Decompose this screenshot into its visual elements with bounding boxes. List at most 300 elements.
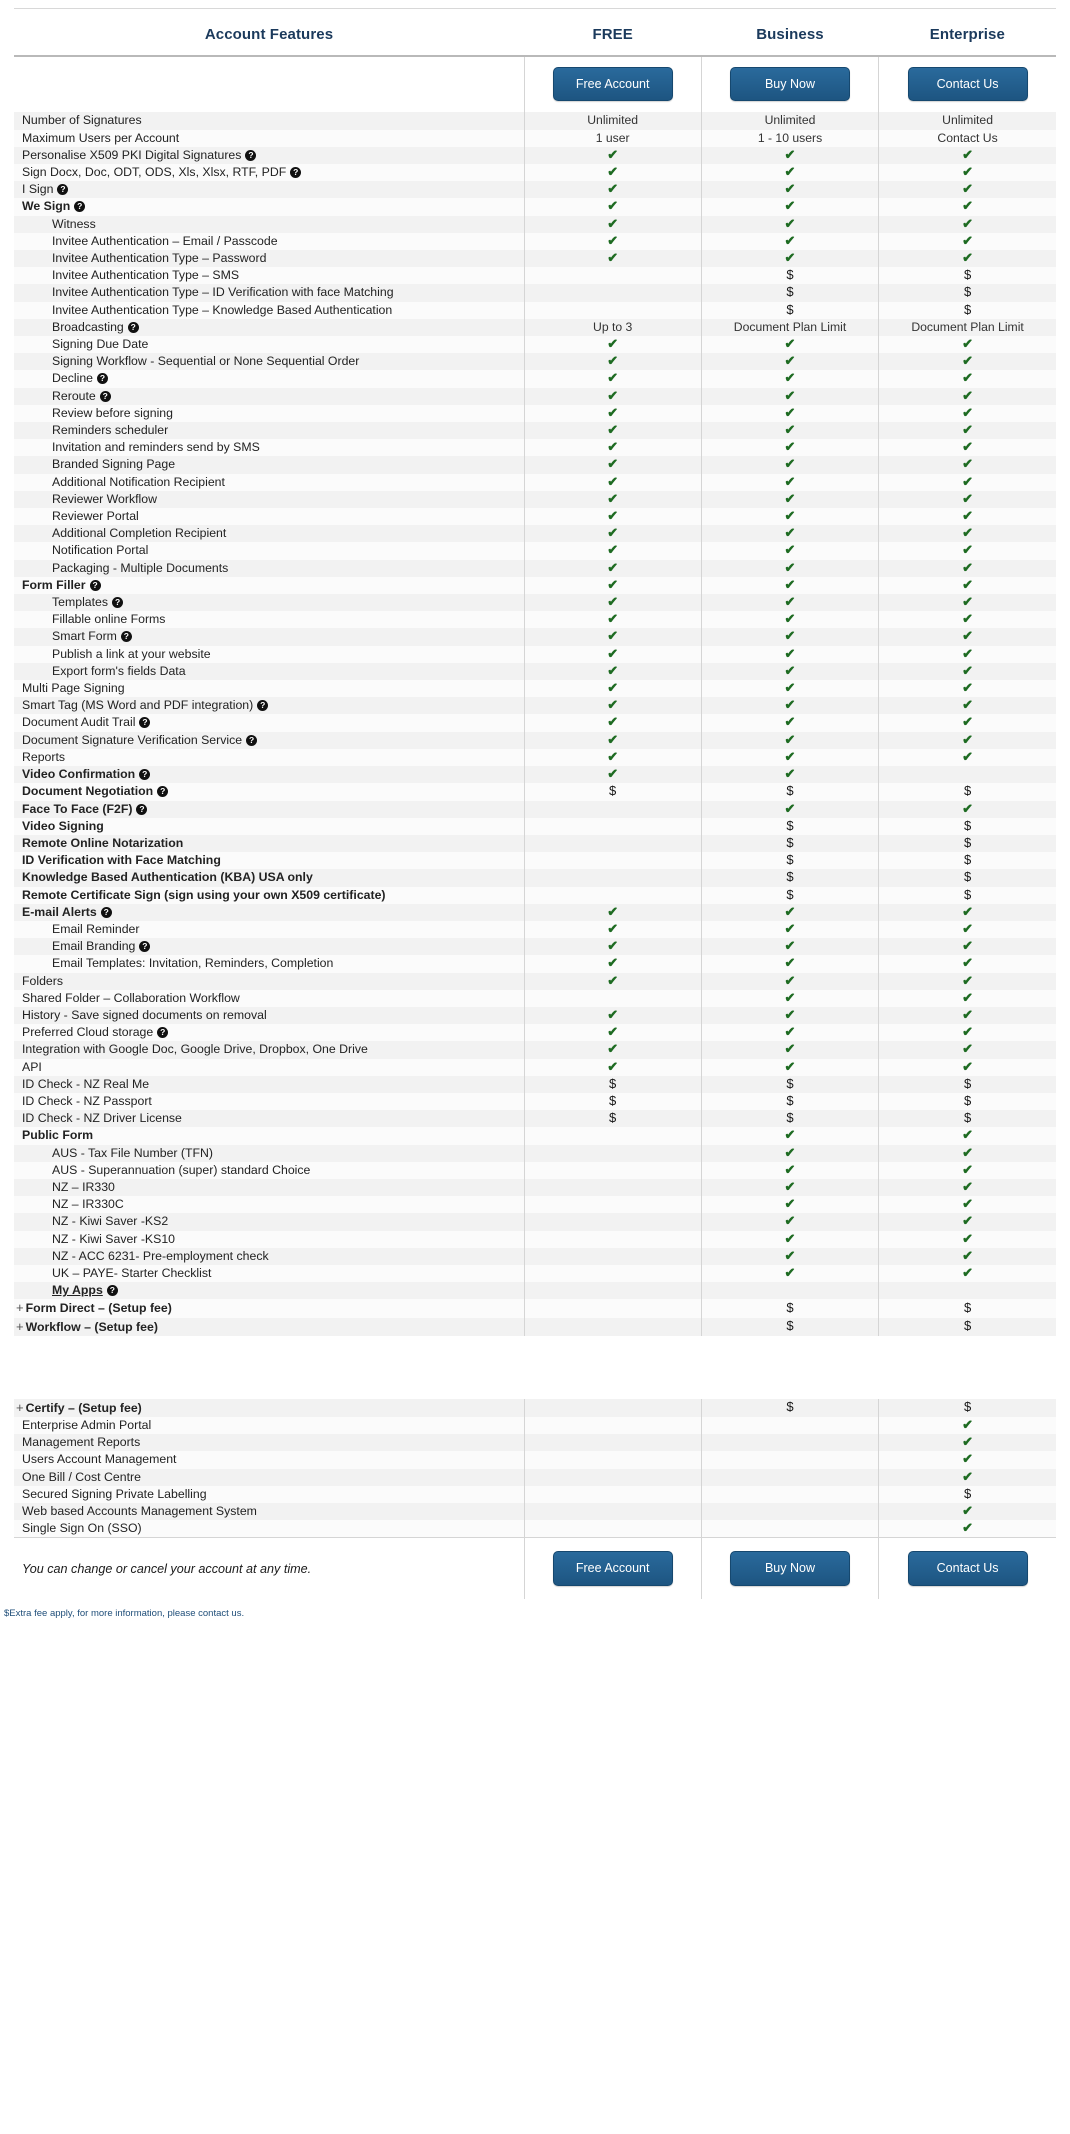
extra-fee-cell-enterprise <box>879 869 1056 886</box>
feature-label-cell <box>14 749 524 766</box>
check-icon: ✔ <box>607 611 619 627</box>
feature-label: Broadcasting <box>52 319 124 334</box>
check-icon-cell-enterprise <box>879 233 1056 250</box>
table-row <box>14 1213 1056 1230</box>
check-icon: ✔ <box>962 628 974 644</box>
feature-label-cell <box>14 353 524 370</box>
check-icon: ✔ <box>962 1417 974 1432</box>
dollar-icon: $ <box>786 834 794 850</box>
feature-label-cell <box>14 388 524 405</box>
feature-label: Smart Form <box>52 629 117 644</box>
column-header-enterprise: Enterprise <box>929 26 1005 43</box>
table-row <box>14 319 1056 336</box>
dollar-icon: $ <box>609 1092 617 1108</box>
empty-cell-free <box>524 284 701 301</box>
empty-cell-business <box>701 1486 878 1503</box>
check-icon-cell-business <box>701 714 878 731</box>
table-row <box>14 1196 1056 1213</box>
free-account-button[interactable]: Free Account <box>553 67 673 101</box>
help-icon[interactable]: ? <box>74 201 85 212</box>
feature-label: Users Account Management <box>22 1452 177 1467</box>
cta-cell-business <box>701 56 878 112</box>
check-icon: ✔ <box>784 1161 796 1177</box>
dollar-icon: $ <box>786 1110 794 1126</box>
check-icon-cell-enterprise <box>879 405 1056 422</box>
help-icon[interactable]: ? <box>107 1285 118 1296</box>
check-icon-cell-business <box>701 749 878 766</box>
feature-label-cell <box>14 1318 524 1336</box>
check-icon: ✔ <box>607 215 619 231</box>
check-icon-cell-business <box>701 233 878 250</box>
check-icon: ✔ <box>607 490 619 506</box>
feature-label-cell <box>14 852 524 869</box>
table-row <box>14 852 1056 869</box>
value-cell-free <box>524 319 701 336</box>
check-icon-cell-free <box>524 628 701 645</box>
feature-label-cell <box>14 955 524 972</box>
feature-label: NZ - Kiwi Saver -KS2 <box>52 1214 169 1229</box>
value-text: Contact Us <box>937 130 998 145</box>
buy-now-button[interactable]: Buy Now <box>730 67 850 101</box>
check-icon-cell-free <box>524 147 701 164</box>
extra-fee-cell-business <box>701 1318 878 1336</box>
help-icon[interactable]: ? <box>101 907 112 918</box>
feature-label-cell <box>14 680 524 697</box>
check-icon-cell-free <box>524 405 701 422</box>
dollar-icon: $ <box>963 1110 972 1126</box>
check-icon: ✔ <box>784 1041 796 1057</box>
table-row <box>14 594 1056 611</box>
check-icon: ✔ <box>962 955 974 971</box>
feature-label: AUS - Tax File Number (TFN) <box>52 1145 214 1160</box>
feature-label-cell <box>14 835 524 852</box>
check-icon-cell-enterprise <box>879 560 1056 577</box>
help-icon[interactable]: ? <box>97 373 108 384</box>
extra-fee-cell-enterprise <box>879 852 1056 869</box>
feature-label-cell <box>14 646 524 663</box>
table-row <box>14 1059 1056 1076</box>
help-icon[interactable]: ? <box>139 717 150 728</box>
check-icon-cell-enterprise <box>879 1503 1056 1520</box>
check-icon-cell-business <box>701 732 878 749</box>
check-icon-cell-enterprise <box>879 388 1056 405</box>
help-icon[interactable]: ? <box>257 700 268 711</box>
empty-cell-business <box>701 1417 878 1434</box>
help-icon[interactable]: ? <box>136 804 147 815</box>
check-icon-cell-free <box>524 646 701 663</box>
check-icon-cell-enterprise <box>879 1520 1056 1538</box>
feature-label-cell <box>14 697 524 714</box>
check-icon: ✔ <box>607 645 619 661</box>
table-row <box>14 697 1056 714</box>
check-icon-cell-free <box>524 904 701 921</box>
header-row <box>14 9 1056 55</box>
value-cell-business <box>701 112 878 129</box>
check-icon: ✔ <box>607 972 619 988</box>
help-icon[interactable]: ? <box>90 580 101 591</box>
feature-label-cell <box>14 1451 524 1468</box>
check-icon-cell-enterprise <box>879 1417 1056 1434</box>
check-icon: ✔ <box>962 250 974 265</box>
check-icon: ✔ <box>784 146 796 162</box>
empty-cell-free <box>524 1417 701 1434</box>
empty-cell-free <box>524 1145 701 1162</box>
check-icon: ✔ <box>784 1024 796 1040</box>
contact-us-button[interactable]: Contact Us <box>908 67 1028 101</box>
empty-cell-business <box>701 1282 878 1299</box>
feature-label-cell <box>14 1007 524 1024</box>
feature-label: Witness <box>52 216 96 231</box>
check-icon-cell-business <box>701 680 878 697</box>
check-icon-cell-free <box>524 1007 701 1024</box>
check-icon: ✔ <box>607 903 619 919</box>
column-header-free: FREE <box>592 26 633 43</box>
feature-label-cell <box>14 611 524 628</box>
table-row <box>14 818 1056 835</box>
feature-label: Number of Signatures <box>22 113 142 128</box>
help-icon[interactable]: ? <box>128 322 139 333</box>
empty-cell-enterprise <box>879 1282 1056 1299</box>
extra-fee-cell-business <box>701 1093 878 1110</box>
check-icon: ✔ <box>784 766 796 782</box>
check-icon: ✔ <box>607 680 619 696</box>
feature-rows <box>14 112 1056 1335</box>
check-icon: ✔ <box>607 955 619 971</box>
feature-label: Email Reminder <box>52 921 140 936</box>
check-icon: ✔ <box>962 920 974 936</box>
check-icon-cell-free <box>524 577 701 594</box>
check-icon-cell-business <box>701 990 878 1007</box>
check-icon-cell-business <box>701 921 878 938</box>
empty-cell-free <box>524 818 701 835</box>
feature-label: Secured Signing Private Labelling <box>22 1486 207 1501</box>
table-row <box>14 1417 1056 1434</box>
table-row <box>14 216 1056 233</box>
check-icon-cell-free <box>524 250 701 267</box>
help-icon[interactable]: ? <box>157 786 168 797</box>
check-icon: ✔ <box>607 232 619 248</box>
check-icon: ✔ <box>784 163 796 179</box>
check-icon: ✔ <box>784 456 796 472</box>
check-icon-cell-enterprise <box>879 1127 1056 1144</box>
check-icon-cell-enterprise <box>879 921 1056 938</box>
check-icon-cell-business <box>701 1265 878 1282</box>
feature-label-cell <box>14 422 524 439</box>
check-icon: ✔ <box>784 938 796 954</box>
footer-buy-now-button[interactable]: Buy Now <box>730 1551 850 1585</box>
dollar-icon: $ <box>786 783 794 799</box>
help-icon[interactable]: ? <box>139 769 150 780</box>
check-icon-cell-enterprise <box>879 732 1056 749</box>
check-icon-cell-free <box>524 697 701 714</box>
check-icon-cell-business <box>701 181 878 198</box>
value-text: Document Plan Limit <box>911 319 1024 334</box>
check-icon-cell-free <box>524 732 701 749</box>
check-icon: ✔ <box>784 1264 796 1280</box>
check-icon: ✔ <box>784 903 796 919</box>
feature-label: Preferred Cloud storage <box>22 1025 154 1040</box>
check-icon: ✔ <box>962 439 974 455</box>
check-icon: ✔ <box>784 989 796 1005</box>
feature-label-cell <box>14 818 524 835</box>
feature-label-cell <box>14 1093 524 1110</box>
feature-label-cell <box>14 198 524 215</box>
check-icon: ✔ <box>784 181 796 197</box>
feature-label: Document Audit Trail <box>22 715 136 730</box>
feature-label: Reviewer Portal <box>52 509 139 524</box>
help-icon[interactable]: ? <box>139 941 150 952</box>
check-icon: ✔ <box>784 972 796 988</box>
check-icon-cell-business <box>701 474 878 491</box>
check-icon-cell-enterprise <box>879 1059 1056 1076</box>
footer-contact-us-button[interactable]: Contact Us <box>908 1551 1028 1585</box>
check-icon: ✔ <box>607 146 619 162</box>
check-icon-cell-enterprise <box>879 801 1056 818</box>
gap-section <box>14 1336 1056 1399</box>
feature-label: Shared Folder – Collaboration Workflow <box>22 990 240 1005</box>
check-icon: ✔ <box>784 215 796 231</box>
extra-fee-cell-enterprise <box>879 783 1056 800</box>
empty-cell-free <box>524 1127 701 1144</box>
footer-free-account-button[interactable]: Free Account <box>553 1551 673 1585</box>
empty-cell-free <box>524 267 701 284</box>
check-icon: ✔ <box>607 198 619 214</box>
extra-fee-cell-enterprise <box>879 284 1056 301</box>
check-icon: ✔ <box>784 542 796 558</box>
check-icon-cell-enterprise <box>879 1179 1056 1196</box>
feature-label: ID Check - NZ Driver License <box>22 1111 182 1126</box>
feature-label: Certify – (Setup fee) <box>25 1400 142 1415</box>
check-icon: ✔ <box>962 370 974 386</box>
table-row <box>14 164 1056 181</box>
table-row <box>14 1110 1056 1127</box>
empty-cell-free <box>524 835 701 852</box>
check-icon: ✔ <box>607 370 619 386</box>
table-row <box>14 1231 1056 1248</box>
help-icon[interactable]: ? <box>290 167 301 178</box>
help-icon[interactable]: ? <box>157 1027 168 1038</box>
check-icon-cell-enterprise <box>879 663 1056 680</box>
check-icon-cell-free <box>524 508 701 525</box>
check-icon: ✔ <box>784 645 796 661</box>
footer-cta-cell-free <box>524 1538 701 1599</box>
table-row <box>14 250 1056 267</box>
feature-label-cell <box>14 1486 524 1503</box>
table-row <box>14 801 1056 818</box>
table-row <box>14 955 1056 972</box>
empty-cell-free <box>524 1248 701 1265</box>
check-icon: ✔ <box>962 611 974 627</box>
check-icon-cell-free <box>524 594 701 611</box>
empty-cell-free <box>524 801 701 818</box>
empty-cell-free <box>524 852 701 869</box>
check-icon-cell-enterprise <box>879 1434 1056 1451</box>
check-icon-cell-enterprise <box>879 904 1056 921</box>
feature-label: Invitee Authentication Type – SMS <box>52 268 240 283</box>
extra-fee-cell-enterprise <box>879 835 1056 852</box>
check-icon: ✔ <box>607 662 619 678</box>
table-row <box>14 422 1056 439</box>
extra-fee-cell-free <box>524 783 701 800</box>
dollar-icon: $ <box>963 301 972 317</box>
check-icon-cell-business <box>701 164 878 181</box>
table-row <box>14 491 1056 508</box>
feature-label-cell <box>14 1417 524 1434</box>
check-icon: ✔ <box>784 714 796 730</box>
cta-cell-enterprise <box>879 56 1056 112</box>
check-icon-cell-enterprise <box>879 680 1056 697</box>
check-icon-cell-free <box>524 353 701 370</box>
table-row <box>14 1282 1056 1299</box>
check-icon-cell-free <box>524 336 701 353</box>
check-icon: ✔ <box>962 1230 974 1246</box>
table-row <box>14 302 1056 319</box>
feature-label-cell <box>14 370 524 387</box>
feature-label-cell <box>14 164 524 181</box>
extra-fee-cell-business <box>701 1076 878 1093</box>
help-icon[interactable]: ? <box>245 150 256 161</box>
feature-label: Additional Completion Recipient <box>52 526 227 541</box>
table-row <box>14 233 1056 250</box>
feature-label-cell <box>14 1145 524 1162</box>
help-icon[interactable]: ? <box>112 597 123 608</box>
feature-label: API <box>22 1059 42 1074</box>
help-icon[interactable]: ? <box>100 391 111 402</box>
check-icon: ✔ <box>784 628 796 644</box>
check-icon-cell-enterprise <box>879 594 1056 611</box>
empty-cell-free <box>524 1318 701 1336</box>
check-icon-cell-business <box>701 1231 878 1248</box>
check-icon: ✔ <box>962 1058 974 1074</box>
help-icon[interactable]: ? <box>121 631 132 642</box>
feature-label-cell <box>14 147 524 164</box>
check-icon: ✔ <box>962 714 974 730</box>
check-icon: ✔ <box>784 1144 796 1160</box>
value-text: Unlimited <box>942 113 993 128</box>
check-icon-cell-enterprise <box>879 336 1056 353</box>
check-icon-cell-enterprise <box>879 938 1056 955</box>
extra-fee-cell-enterprise <box>879 1076 1056 1093</box>
check-icon: ✔ <box>962 1127 974 1143</box>
table-row <box>14 1486 1056 1503</box>
help-icon[interactable]: ? <box>246 735 257 746</box>
check-icon-cell-business <box>701 577 878 594</box>
feature-label-cell <box>14 628 524 645</box>
value-cell-enterprise <box>879 130 1056 147</box>
fineprint-note: $Extra fee apply, for more information, please contact us. <box>4 1607 245 1619</box>
feature-label: Additional Notification Recipient <box>52 474 225 489</box>
check-icon: ✔ <box>962 697 974 713</box>
check-icon: ✔ <box>784 198 796 214</box>
value-cell-enterprise <box>879 112 1056 129</box>
feature-label-cell <box>14 250 524 267</box>
check-icon-cell-business <box>701 250 878 267</box>
check-icon-cell-enterprise <box>879 1041 1056 1058</box>
feature-label-cell <box>14 1265 524 1282</box>
check-icon-cell-business <box>701 1248 878 1265</box>
table-row <box>14 508 1056 525</box>
extra-fee-cell-enterprise <box>879 1110 1056 1127</box>
feature-label-cell <box>14 783 524 800</box>
empty-cell-free <box>524 1282 701 1299</box>
table-row <box>14 353 1056 370</box>
check-icon: ✔ <box>784 1178 796 1194</box>
feature-label: Folders <box>22 973 64 988</box>
empty-cell-free <box>524 1265 701 1282</box>
empty-cell-business <box>701 1434 878 1451</box>
check-icon-cell-business <box>701 508 878 525</box>
check-icon: ✔ <box>607 404 619 420</box>
check-icon: ✔ <box>784 422 796 438</box>
dollar-icon: $ <box>786 1092 794 1108</box>
feature-label: Email Templates: Invitation, Reminders, Completion <box>52 956 334 971</box>
check-icon-cell-enterprise <box>879 990 1056 1007</box>
check-icon: ✔ <box>607 250 619 265</box>
check-icon-cell-business <box>701 1007 878 1024</box>
table-row <box>14 439 1056 456</box>
check-icon-cell-business <box>701 1059 878 1076</box>
check-icon-cell-business <box>701 1145 878 1162</box>
extra-fee-cell-free <box>524 1110 701 1127</box>
feature-label-cell <box>14 577 524 594</box>
feature-label: AUS - Superannuation (super) standard Choice <box>52 1162 311 1177</box>
feature-label-cell <box>14 508 524 525</box>
check-icon: ✔ <box>962 163 974 179</box>
feature-label: Invitation and reminders send by SMS <box>52 440 260 455</box>
check-icon-cell-business <box>701 422 878 439</box>
table-row <box>14 267 1056 284</box>
extra-fee-cell-enterprise <box>879 1318 1056 1336</box>
feature-label: Form Direct – (Setup fee) <box>25 1301 172 1316</box>
empty-cell-free <box>524 302 701 319</box>
check-icon-cell-free <box>524 456 701 473</box>
check-icon-cell-free <box>524 181 701 198</box>
check-icon-cell-enterprise <box>879 1145 1056 1162</box>
check-icon: ✔ <box>607 525 619 541</box>
check-icon-cell-business <box>701 801 878 818</box>
table-row <box>14 680 1056 697</box>
feature-label-cell <box>14 560 524 577</box>
table-row <box>14 1076 1056 1093</box>
check-icon-cell-enterprise <box>879 542 1056 559</box>
check-icon: ✔ <box>962 1144 974 1160</box>
feature-label-cell <box>14 302 524 319</box>
check-icon: ✔ <box>962 525 974 541</box>
extra-fee-cell-free <box>524 1076 701 1093</box>
table-row <box>14 1162 1056 1179</box>
table-row <box>14 938 1056 955</box>
feature-label-cell <box>14 801 524 818</box>
check-icon-cell-enterprise <box>879 370 1056 387</box>
feature-label: Multi Page Signing <box>22 681 125 696</box>
check-icon-cell-business <box>701 955 878 972</box>
empty-cell-free <box>524 990 701 1007</box>
check-icon: ✔ <box>784 955 796 971</box>
feature-label: Reroute <box>52 388 96 403</box>
empty-cell-free <box>524 1451 701 1468</box>
help-icon[interactable]: ? <box>57 184 68 195</box>
feature-label-cell <box>14 1024 524 1041</box>
dollar-icon: $ <box>963 284 972 300</box>
check-icon-cell-enterprise <box>879 439 1056 456</box>
check-icon: ✔ <box>962 748 974 764</box>
check-icon-cell-enterprise <box>879 164 1056 181</box>
check-icon: ✔ <box>962 473 974 489</box>
dollar-icon: $ <box>963 1485 972 1501</box>
dollar-icon: $ <box>786 817 794 833</box>
feature-label: My Apps <box>52 1283 103 1298</box>
check-icon-cell-free <box>524 680 701 697</box>
